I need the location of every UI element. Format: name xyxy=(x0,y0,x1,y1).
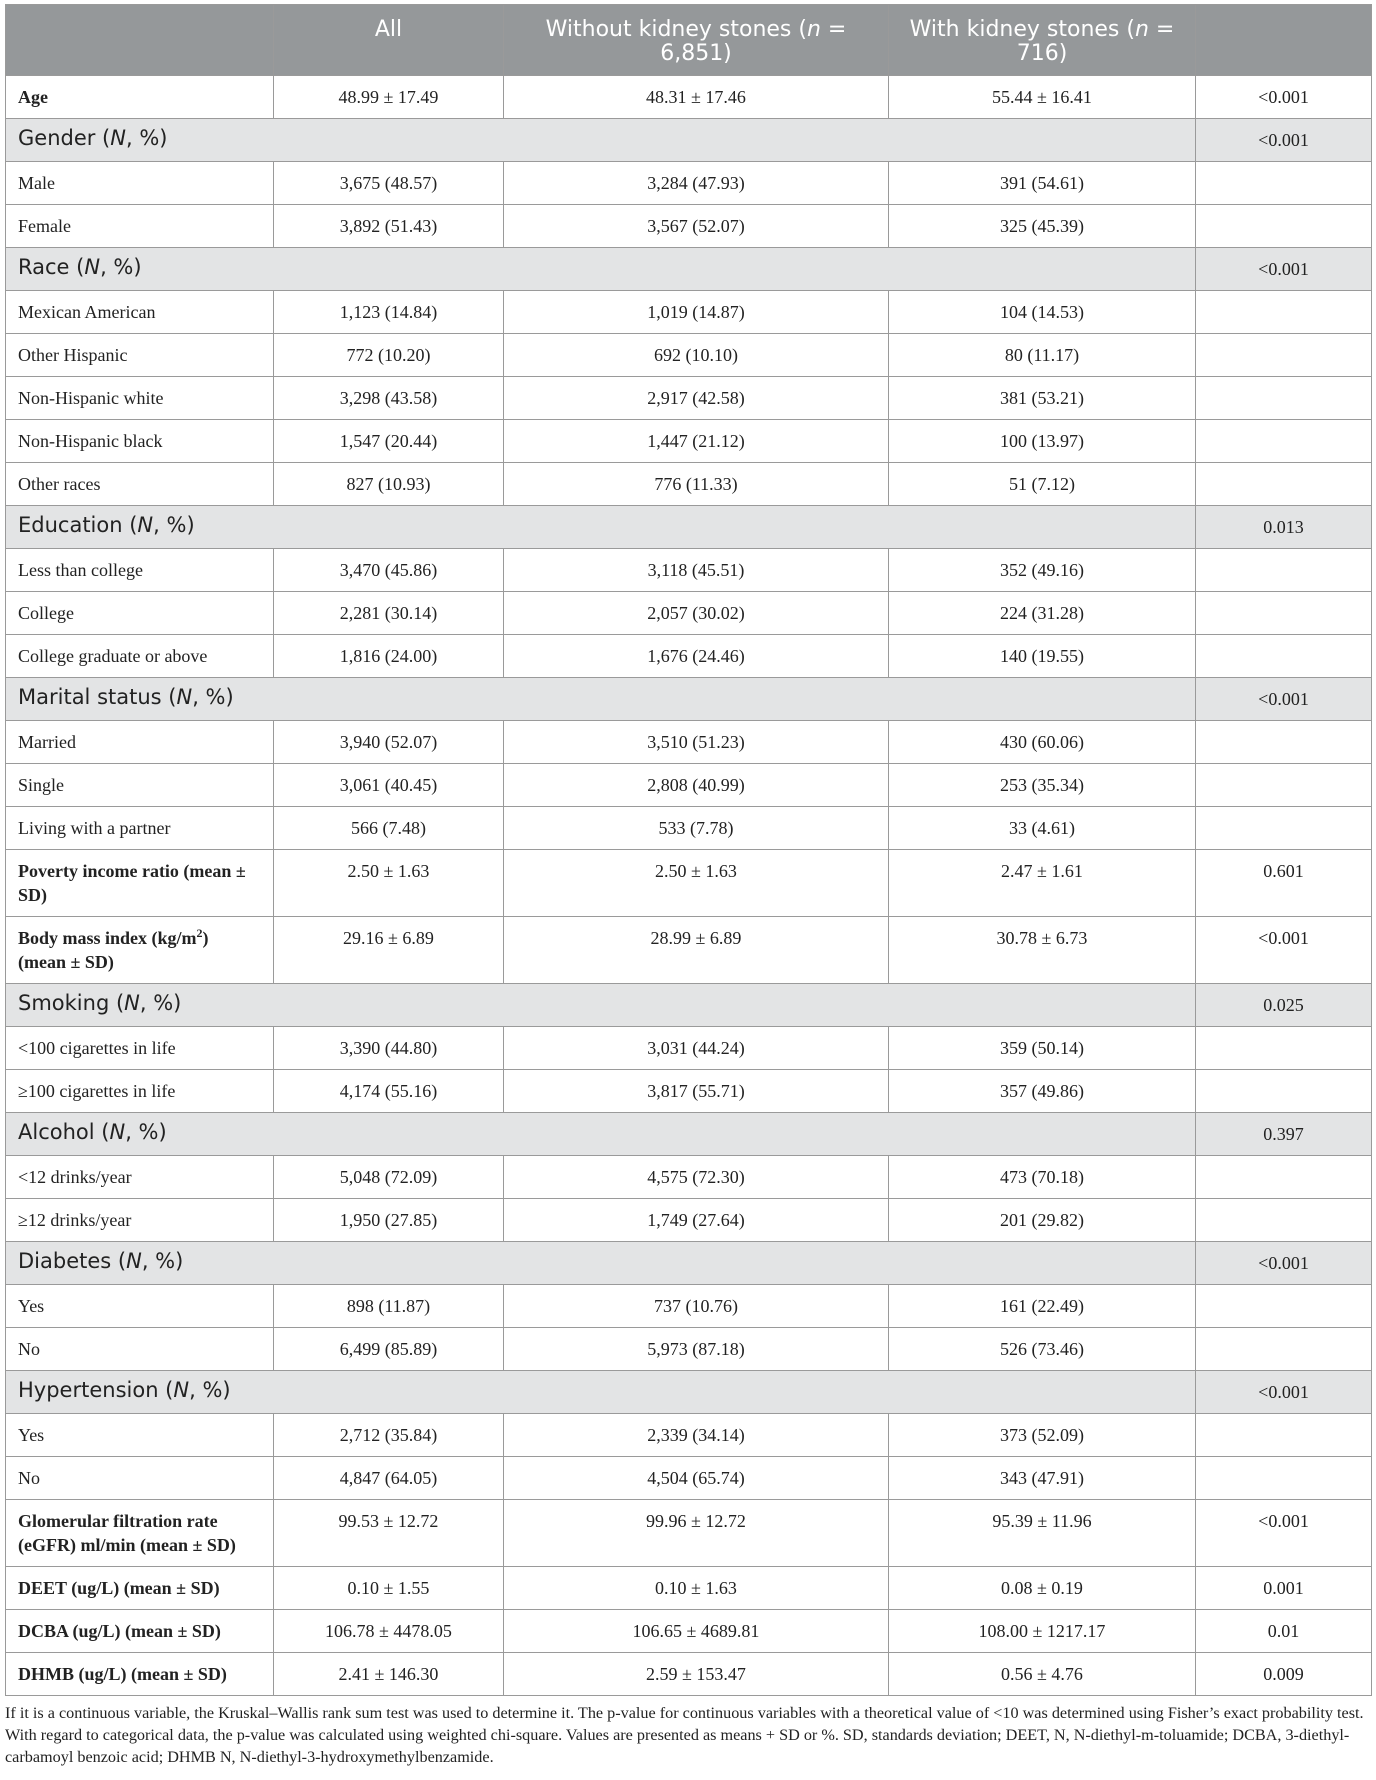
table-row xyxy=(6,1500,1372,1567)
row-label: Living with a partner xyxy=(6,807,274,850)
all-cell: 3,470 (45.86) xyxy=(274,549,504,592)
table-row xyxy=(6,1199,1372,1242)
table-row xyxy=(6,549,1372,592)
all-cell: 2,712 (35.84) xyxy=(274,1414,504,1457)
p-value-cell xyxy=(1196,764,1372,807)
p-value-cell xyxy=(1196,420,1372,463)
with-stones-cell: 359 (50.14) xyxy=(889,1027,1196,1070)
all-cell: 2.50 ± 1.63 xyxy=(274,850,504,917)
without-stones-cell: 4,575 (72.30) xyxy=(504,1156,889,1199)
all-cell: 5,048 (72.09) xyxy=(274,1156,504,1199)
p-value-cell xyxy=(1196,1027,1372,1070)
p-value-cell: <0.001 xyxy=(1196,678,1372,721)
with-stones-cell: 253 (35.34) xyxy=(889,764,1196,807)
table-row xyxy=(6,291,1372,334)
p-value-cell: <0.001 xyxy=(1196,1500,1372,1567)
table-body xyxy=(6,76,1372,1696)
section-header-row xyxy=(6,1242,1372,1285)
header-variable xyxy=(6,5,274,76)
row-label: Glomerular filtration rate (eGFR) ml/min (mean ± SD) xyxy=(6,1500,274,1567)
without-stones-cell: 2.59 ± 153.47 xyxy=(504,1653,889,1696)
p-value-cell: 0.001 xyxy=(1196,1567,1372,1610)
all-cell: 3,061 (40.45) xyxy=(274,764,504,807)
row-label: ≥100 cigarettes in life xyxy=(6,1070,274,1113)
all-cell: 1,123 (14.84) xyxy=(274,291,504,334)
p-value-cell xyxy=(1196,721,1372,764)
with-stones-cell: 95.39 ± 11.96 xyxy=(889,1500,1196,1567)
without-stones-cell: 106.65 ± 4689.81 xyxy=(504,1610,889,1653)
without-stones-cell: 2,917 (42.58) xyxy=(504,377,889,420)
with-stones-cell: 325 (45.39) xyxy=(889,205,1196,248)
p-value-cell xyxy=(1196,1414,1372,1457)
without-stones-cell: 4,504 (65.74) xyxy=(504,1457,889,1500)
table-row xyxy=(6,807,1372,850)
all-cell: 4,174 (55.16) xyxy=(274,1070,504,1113)
table-footnote: If it is a continuous variable, the Kruskal–Wallis rank sum test was used to determine it. The p-value for continuous variables with a theoretical value of <10 was determined using Fisher’s exact probability test. With regard to categorical data, the p-value was calculated using weighted chi-square. Values are presented as means + SD or %. SD, standards deviation; DEET, N, N-diethyl-m-toluamide; DCBA, 3-diethyl-carbamoyl benzoic acid; DHMB N, N-diethyl-3-hydroxymethylbenzamide. xyxy=(5,1704,1364,1766)
row-label: DHMB (ug/L) (mean ± SD) xyxy=(6,1653,274,1696)
all-cell: 1,816 (24.00) xyxy=(274,635,504,678)
all-cell: 566 (7.48) xyxy=(274,807,504,850)
row-label: Poverty income ratio (mean ± SD) xyxy=(6,850,274,917)
with-stones-cell: 161 (22.49) xyxy=(889,1285,1196,1328)
all-cell: 1,950 (27.85) xyxy=(274,1199,504,1242)
without-stones-cell: 3,031 (44.24) xyxy=(504,1027,889,1070)
p-value-cell xyxy=(1196,1156,1372,1199)
section-label: Hypertension (N, %) xyxy=(6,1371,1196,1414)
section-header-row xyxy=(6,984,1372,1027)
row-label: Married xyxy=(6,721,274,764)
with-stones-cell: 224 (31.28) xyxy=(889,592,1196,635)
p-value-cell: 0.009 xyxy=(1196,1653,1372,1696)
row-label: Other races xyxy=(6,463,274,506)
table-row xyxy=(6,592,1372,635)
header-row xyxy=(6,5,1372,76)
with-stones-cell: 0.08 ± 0.19 xyxy=(889,1567,1196,1610)
with-stones-cell: 30.78 ± 6.73 xyxy=(889,917,1196,984)
without-stones-cell: 48.31 ± 17.46 xyxy=(504,76,889,119)
without-stones-cell: 737 (10.76) xyxy=(504,1285,889,1328)
row-label: Yes xyxy=(6,1285,274,1328)
table-row xyxy=(6,377,1372,420)
table-row xyxy=(6,205,1372,248)
all-cell: 772 (10.20) xyxy=(274,334,504,377)
all-cell: 0.10 ± 1.55 xyxy=(274,1567,504,1610)
all-cell: 3,390 (44.80) xyxy=(274,1027,504,1070)
row-label: Mexican American xyxy=(6,291,274,334)
header-p-value xyxy=(1196,5,1372,76)
p-value-cell: <0.001 xyxy=(1196,76,1372,119)
row-label: <12 drinks/year xyxy=(6,1156,274,1199)
row-label: Other Hispanic xyxy=(6,334,274,377)
section-label: Race (N, %) xyxy=(6,248,1196,291)
without-stones-cell: 99.96 ± 12.72 xyxy=(504,1500,889,1567)
row-label: ≥12 drinks/year xyxy=(6,1199,274,1242)
with-stones-cell: 51 (7.12) xyxy=(889,463,1196,506)
without-stones-cell: 2,057 (30.02) xyxy=(504,592,889,635)
all-cell: 3,940 (52.07) xyxy=(274,721,504,764)
p-value-cell: <0.001 xyxy=(1196,248,1372,291)
with-stones-cell: 108.00 ± 1217.17 xyxy=(889,1610,1196,1653)
p-value-cell xyxy=(1196,162,1372,205)
table-row xyxy=(6,162,1372,205)
p-value-cell xyxy=(1196,1199,1372,1242)
with-stones-cell: 0.56 ± 4.76 xyxy=(889,1653,1196,1696)
table-row xyxy=(6,1457,1372,1500)
p-value-cell xyxy=(1196,377,1372,420)
row-label: Male xyxy=(6,162,274,205)
all-cell: 6,499 (85.89) xyxy=(274,1328,504,1371)
table-row xyxy=(6,1653,1372,1696)
section-label: Marital status (N, %) xyxy=(6,678,1196,721)
p-value-cell: <0.001 xyxy=(1196,1242,1372,1285)
with-stones-cell: 104 (14.53) xyxy=(889,291,1196,334)
with-stones-cell: 430 (60.06) xyxy=(889,721,1196,764)
without-stones-cell: 3,118 (45.51) xyxy=(504,549,889,592)
without-stones-cell: 1,749 (27.64) xyxy=(504,1199,889,1242)
section-header-row xyxy=(6,678,1372,721)
row-label: Non-Hispanic black xyxy=(6,420,274,463)
table-row xyxy=(6,1285,1372,1328)
without-stones-cell: 5,973 (87.18) xyxy=(504,1328,889,1371)
row-label: DEET (ug/L) (mean ± SD) xyxy=(6,1567,274,1610)
table-row xyxy=(6,1610,1372,1653)
row-label: No xyxy=(6,1328,274,1371)
with-stones-cell: 140 (19.55) xyxy=(889,635,1196,678)
all-cell: 2,281 (30.14) xyxy=(274,592,504,635)
row-label: Female xyxy=(6,205,274,248)
section-header-row xyxy=(6,1371,1372,1414)
p-value-cell xyxy=(1196,592,1372,635)
p-value-cell xyxy=(1196,334,1372,377)
all-cell: 4,847 (64.05) xyxy=(274,1457,504,1500)
all-cell: 2.41 ± 146.30 xyxy=(274,1653,504,1696)
header-with-stones: With kidney stones (n = 716) xyxy=(889,5,1196,76)
without-stones-cell: 1,019 (14.87) xyxy=(504,291,889,334)
with-stones-cell: 33 (4.61) xyxy=(889,807,1196,850)
table-row xyxy=(6,1567,1372,1610)
table-row xyxy=(6,721,1372,764)
table-row xyxy=(6,635,1372,678)
with-stones-cell: 381 (53.21) xyxy=(889,377,1196,420)
section-label: Smoking (N, %) xyxy=(6,984,1196,1027)
table-row xyxy=(6,1328,1372,1371)
with-stones-cell: 80 (11.17) xyxy=(889,334,1196,377)
p-value-cell: <0.001 xyxy=(1196,119,1372,162)
section-header-row xyxy=(6,119,1372,162)
row-label: Non-Hispanic white xyxy=(6,377,274,420)
all-cell: 99.53 ± 12.72 xyxy=(274,1500,504,1567)
row-label: No xyxy=(6,1457,274,1500)
section-label: Gender (N, %) xyxy=(6,119,1196,162)
without-stones-cell: 776 (11.33) xyxy=(504,463,889,506)
table-row xyxy=(6,76,1372,119)
p-value-cell xyxy=(1196,1285,1372,1328)
header-without-stones: Without kidney stones (n = 6,851) xyxy=(504,5,889,76)
without-stones-cell: 3,567 (52.07) xyxy=(504,205,889,248)
with-stones-cell: 201 (29.82) xyxy=(889,1199,1196,1242)
row-label: <100 cigarettes in life xyxy=(6,1027,274,1070)
with-stones-cell: 373 (52.09) xyxy=(889,1414,1196,1457)
p-value-cell xyxy=(1196,1328,1372,1371)
all-cell: 106.78 ± 4478.05 xyxy=(274,1610,504,1653)
p-value-cell: 0.01 xyxy=(1196,1610,1372,1653)
with-stones-cell: 55.44 ± 16.41 xyxy=(889,76,1196,119)
with-stones-cell: 352 (49.16) xyxy=(889,549,1196,592)
row-label: Less than college xyxy=(6,549,274,592)
section-label: Alcohol (N, %) xyxy=(6,1113,1196,1156)
p-value-cell xyxy=(1196,807,1372,850)
table-row xyxy=(6,850,1372,917)
header-all: All xyxy=(274,5,504,76)
without-stones-cell: 692 (10.10) xyxy=(504,334,889,377)
without-stones-cell: 3,510 (51.23) xyxy=(504,721,889,764)
section-header-row xyxy=(6,1113,1372,1156)
row-label: Single xyxy=(6,764,274,807)
all-cell: 898 (11.87) xyxy=(274,1285,504,1328)
p-value-cell: 0.013 xyxy=(1196,506,1372,549)
table-row xyxy=(6,1070,1372,1113)
with-stones-cell: 100 (13.97) xyxy=(889,420,1196,463)
without-stones-cell: 3,817 (55.71) xyxy=(504,1070,889,1113)
p-value-cell: 0.397 xyxy=(1196,1113,1372,1156)
p-value-cell xyxy=(1196,463,1372,506)
row-label: Yes xyxy=(6,1414,274,1457)
table-row xyxy=(6,334,1372,377)
table-row xyxy=(6,764,1372,807)
row-label: Age xyxy=(6,76,274,119)
without-stones-cell: 1,447 (21.12) xyxy=(504,420,889,463)
with-stones-cell: 391 (54.61) xyxy=(889,162,1196,205)
with-stones-cell: 526 (73.46) xyxy=(889,1328,1196,1371)
p-value-cell xyxy=(1196,1070,1372,1113)
section-header-row xyxy=(6,248,1372,291)
table-row xyxy=(6,1156,1372,1199)
p-value-cell xyxy=(1196,1457,1372,1500)
p-value-cell xyxy=(1196,549,1372,592)
all-cell: 827 (10.93) xyxy=(274,463,504,506)
all-cell: 3,892 (51.43) xyxy=(274,205,504,248)
p-value-cell: <0.001 xyxy=(1196,917,1372,984)
row-label: DCBA (ug/L) (mean ± SD) xyxy=(6,1610,274,1653)
table-row xyxy=(6,917,1372,984)
all-cell: 3,675 (48.57) xyxy=(274,162,504,205)
without-stones-cell: 28.99 ± 6.89 xyxy=(504,917,889,984)
without-stones-cell: 2.50 ± 1.63 xyxy=(504,850,889,917)
without-stones-cell: 2,339 (34.14) xyxy=(504,1414,889,1457)
without-stones-cell: 1,676 (24.46) xyxy=(504,635,889,678)
without-stones-cell: 0.10 ± 1.63 xyxy=(504,1567,889,1610)
section-header-row xyxy=(6,506,1372,549)
p-value-cell: 0.025 xyxy=(1196,984,1372,1027)
table-row xyxy=(6,420,1372,463)
with-stones-cell: 473 (70.18) xyxy=(889,1156,1196,1199)
p-value-cell: 0.601 xyxy=(1196,850,1372,917)
p-value-cell xyxy=(1196,635,1372,678)
table-container xyxy=(5,4,1371,1696)
row-label: Body mass index $(kg/m^2)$ (mean ± SD) xyxy=(6,917,274,984)
p-value-cell xyxy=(1196,291,1372,334)
section-label: Education (N, %) xyxy=(6,506,1196,549)
without-stones-cell: 3,284 (47.93) xyxy=(504,162,889,205)
table-row xyxy=(6,1414,1372,1457)
all-cell: 1,547 (20.44) xyxy=(274,420,504,463)
without-stones-cell: 533 (7.78) xyxy=(504,807,889,850)
table-row xyxy=(6,1027,1372,1070)
all-cell: 3,298 (43.58) xyxy=(274,377,504,420)
with-stones-cell: 2.47 ± 1.61 xyxy=(889,850,1196,917)
without-stones-cell: 2,808 (40.99) xyxy=(504,764,889,807)
with-stones-cell: 357 (49.86) xyxy=(889,1070,1196,1113)
with-stones-cell: 343 (47.91) xyxy=(889,1457,1196,1500)
characteristics-table xyxy=(5,4,1372,1696)
all-cell: 48.99 ± 17.49 xyxy=(274,76,504,119)
row-label: College xyxy=(6,592,274,635)
p-value-cell: <0.001 xyxy=(1196,1371,1372,1414)
row-label: College graduate or above xyxy=(6,635,274,678)
table-row xyxy=(6,463,1372,506)
section-label: Diabetes (N, %) xyxy=(6,1242,1196,1285)
all-cell: 29.16 ± 6.89 xyxy=(274,917,504,984)
p-value-cell xyxy=(1196,205,1372,248)
